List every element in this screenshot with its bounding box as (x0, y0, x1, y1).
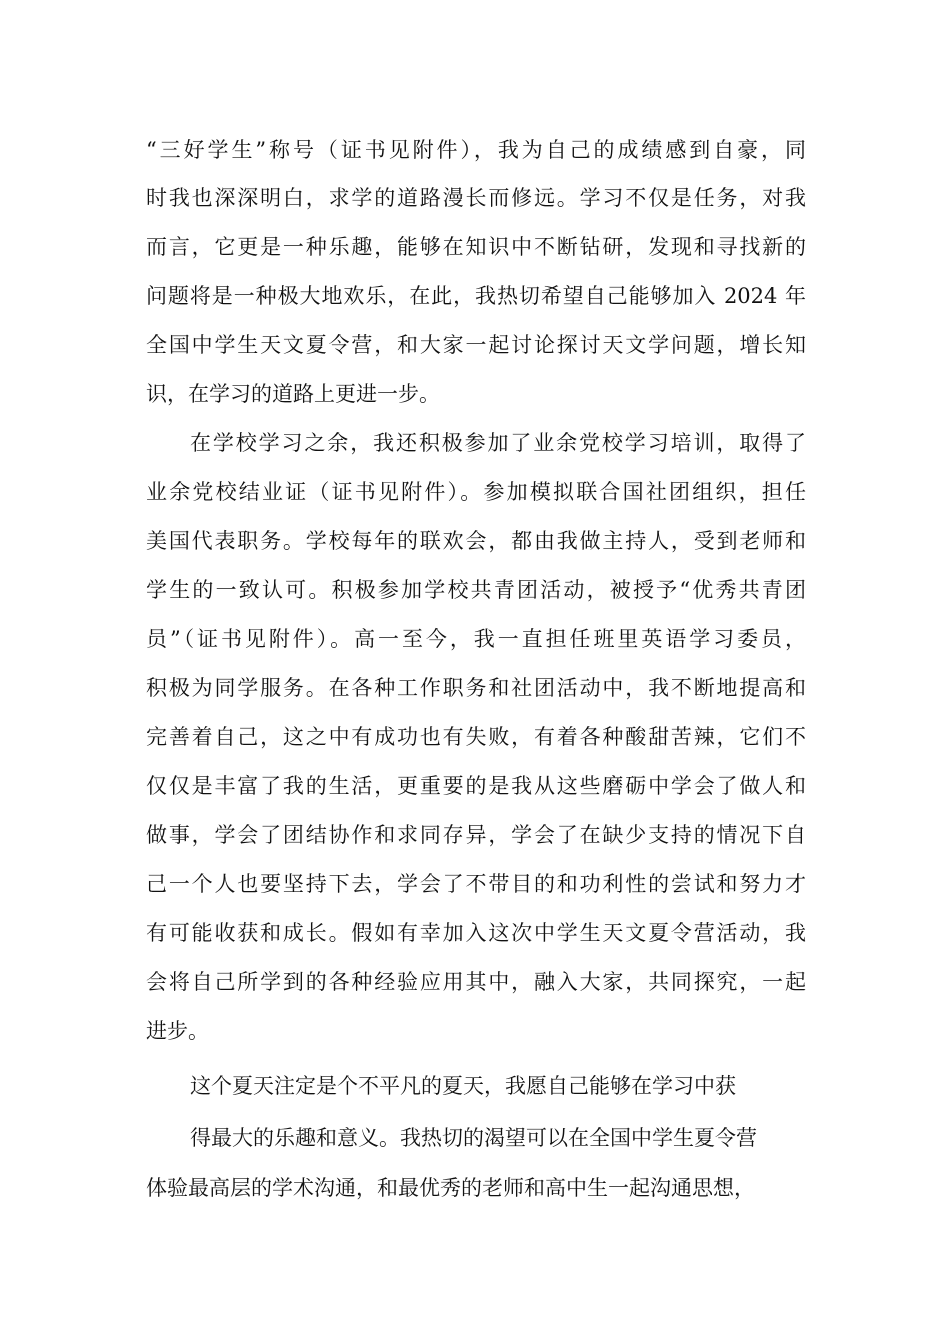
text-line: 进步。 (146, 1019, 209, 1043)
text-line: 己一个人也要坚持下去，学会了不带目的和功利性的尝试和努力才 (146, 872, 806, 896)
text-line: 而言，它更是一种乐趣，能够在知识中不断钻研，发现和寻找新的 (146, 235, 806, 259)
text-line: 问题将是一种极大地欢乐，在此，我热切希望自己能够加入 2024 年 (146, 284, 806, 308)
text-line: 有可能收获和成长。假如有幸加入这次中学生天文夏令营活动，我 (146, 921, 806, 945)
text-line: 时我也深深明白，求学的道路漫长而修远。学习不仅是任务，对我 (146, 186, 806, 210)
text-line: 业余党校结业证（证书见附件）。参加模拟联合国社团组织，担任 (146, 480, 806, 504)
text-line: 积极为同学服务。在各种工作职务和社团活动中，我不断地提高和 (146, 676, 806, 700)
text-line: 仅仅是丰富了我的生活，更重要的是我从这些磨砺中学会了做人和 (146, 774, 806, 798)
text-line: 做事，学会了团结协作和求同存异，学会了在缺少支持的情况下自 (146, 823, 806, 847)
text-line: 学生的一致认可。积极参加学校共青团活动，被授予“优秀共青团 (146, 578, 806, 602)
paragraph-first-line: 这个夏天注定是个不平凡的夏天，我愿自己能够在学习中获 (190, 1074, 736, 1098)
text-line: 美国代表职务。学校每年的联欢会，都由我做主持人，受到老师和 (146, 529, 806, 553)
paragraph-first-line: 在学校学习之余，我还积极参加了业余党校学习培训，取得了 (190, 431, 806, 455)
text-line: 会将自己所学到的各种经验应用其中，融入大家，共同探究，一起 (146, 970, 806, 994)
text-line: 得最大的乐趣和意义。我热切的渴望可以在全国中学生夏令营 (190, 1126, 757, 1150)
text-line: 完善着自己，这之中有成功也有失败，有着各种酸甜苦辣，它们不 (146, 725, 806, 749)
text-line: 员”（证书见附件）。高一至今，我一直担任班里英语学习委员， (146, 627, 806, 651)
text-line: 识，在学习的道路上更进一步。 (146, 382, 440, 406)
text-line: 体验最高层的学术沟通，和最优秀的老师和高中生一起沟通思想， (146, 1176, 755, 1200)
text-line: 全国中学生天文夏令营，和大家一起讨论探讨天文学问题，增长知 (146, 333, 806, 357)
text-line: “三好学生”称号（证书见附件），我为自己的成绩感到自豪，同 (146, 138, 806, 162)
